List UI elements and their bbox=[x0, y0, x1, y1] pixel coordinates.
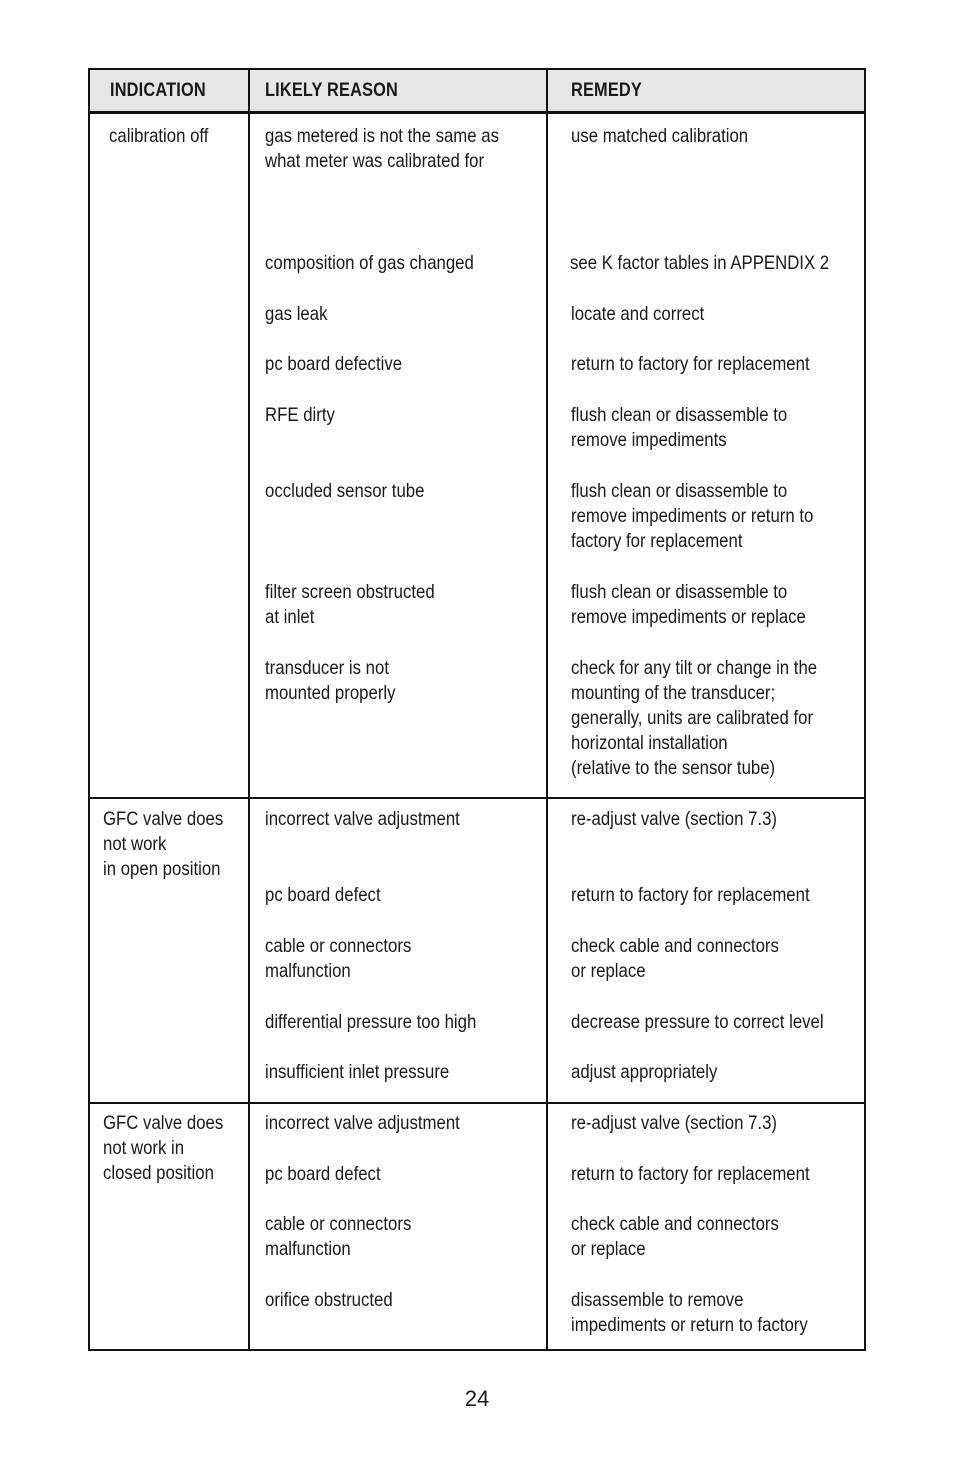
reason-cell: pc board defect bbox=[265, 1163, 381, 1185]
remedy-cell: see K factor tables in APPENDIX 2 bbox=[570, 252, 830, 274]
reason-cell: orifice obstructed bbox=[265, 1289, 393, 1311]
section-divider bbox=[88, 797, 866, 799]
column-divider bbox=[248, 68, 250, 1351]
header-likely-reason: LIKELY REASON bbox=[265, 80, 398, 101]
remedy-cell: return to factory for replacement bbox=[571, 884, 810, 906]
remedy-cell: check cable and connectors or replace bbox=[571, 935, 779, 982]
reason-cell: occluded sensor tube bbox=[265, 480, 425, 502]
reason-cell: insufficient inlet pressure bbox=[265, 1061, 450, 1083]
header-indication: INDICATION bbox=[110, 80, 206, 101]
reason-cell: gas leak bbox=[265, 303, 328, 325]
remedy-cell: use matched calibration bbox=[571, 125, 749, 147]
reason-cell: composition of gas changed bbox=[265, 252, 474, 274]
reason-cell: gas metered is not the same as what meter was calibrated for bbox=[265, 125, 499, 172]
remedy-cell: flush clean or disassemble to remove impediments bbox=[571, 404, 788, 451]
reason-cell: pc board defect bbox=[265, 884, 381, 906]
reason-cell: RFE dirty bbox=[265, 404, 335, 426]
reason-cell: transducer is not mounted properly bbox=[265, 657, 396, 704]
indication-cell: GFC valve does not work in closed position bbox=[103, 1112, 224, 1184]
remedy-cell: locate and correct bbox=[571, 303, 705, 325]
column-divider bbox=[546, 68, 548, 1351]
header-remedy: REMEDY bbox=[571, 80, 642, 101]
remedy-cell: flush clean or disassemble to remove impediments or return to factory for replacement bbox=[571, 480, 814, 552]
remedy-cell: re-adjust valve (section 7.3) bbox=[571, 808, 777, 830]
reason-cell: cable or connectors malfunction bbox=[265, 1213, 412, 1260]
reason-cell: incorrect valve adjustment bbox=[265, 808, 460, 830]
remedy-cell: decrease pressure to correct level bbox=[571, 1011, 824, 1033]
page-number: 24 bbox=[464, 1386, 490, 1411]
section-divider bbox=[88, 1102, 866, 1104]
remedy-cell: adjust appropriately bbox=[571, 1061, 718, 1083]
troubleshooting-table bbox=[88, 68, 866, 1351]
reason-cell: differential pressure too high bbox=[265, 1011, 477, 1033]
indication-cell: GFC valve does not work in open position bbox=[103, 808, 224, 880]
reason-cell: pc board defective bbox=[265, 353, 403, 375]
reason-cell: filter screen obstructed at inlet bbox=[265, 581, 435, 628]
remedy-cell: disassemble to remove impediments or return to factory bbox=[571, 1289, 808, 1336]
reason-cell: incorrect valve adjustment bbox=[265, 1112, 460, 1134]
remedy-cell: flush clean or disassemble to remove impediments or replace bbox=[571, 581, 806, 628]
remedy-cell: return to factory for replacement bbox=[571, 353, 810, 375]
indication-cell: calibration off bbox=[109, 125, 209, 147]
reason-cell: cable or connectors malfunction bbox=[265, 935, 412, 982]
remedy-cell: check for any tilt or change in the mounting of the transducer; generally, units are calibrated for horizontal installation (relative to the sensor tube) bbox=[571, 657, 818, 779]
remedy-cell: re-adjust valve (section 7.3) bbox=[571, 1112, 777, 1134]
remedy-cell: check cable and connectors or replace bbox=[571, 1213, 779, 1260]
remedy-cell: return to factory for replacement bbox=[571, 1163, 810, 1185]
